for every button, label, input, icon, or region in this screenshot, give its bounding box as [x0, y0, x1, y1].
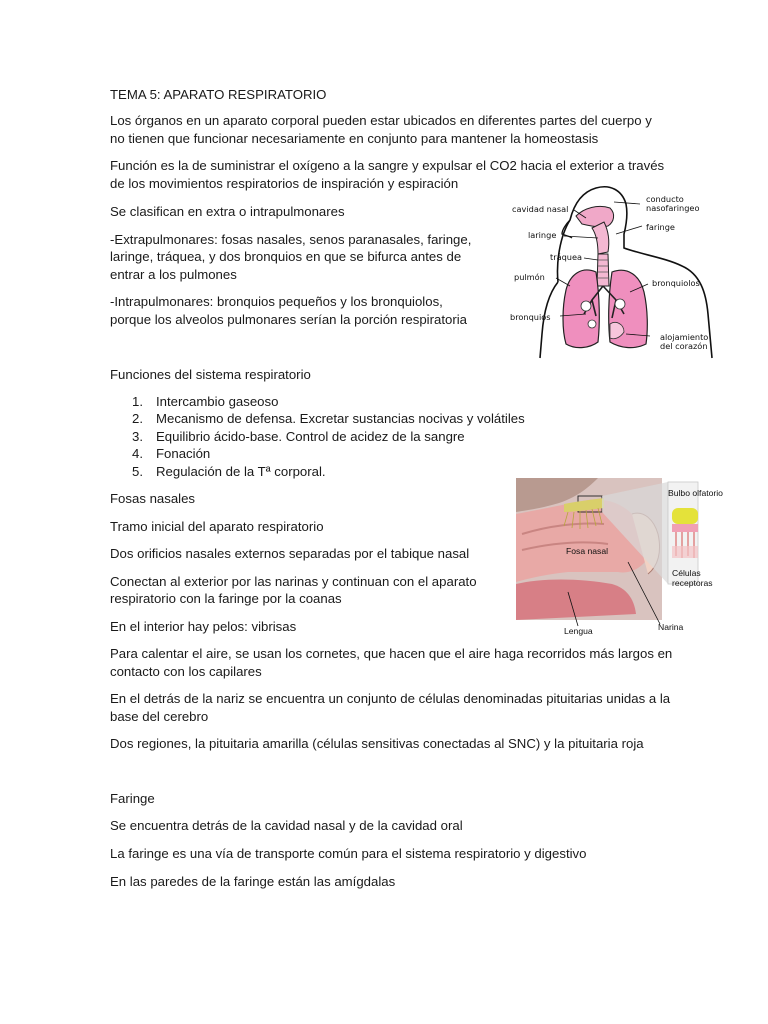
label-fosa-nasal: Fosa nasal [566, 546, 609, 556]
label-pulmon: pulmón [514, 272, 545, 282]
extra-line-1: -Extrapulmonares: fosas nasales, senos paranasales, faringe, [110, 232, 472, 247]
fosas-p6-line-1: En el detrás de la nariz se encuentra un conjunto de células denominadas pituitarias unidas a la [110, 691, 671, 706]
fosas-p6-line-2: base del cerebro [110, 709, 209, 724]
intro-line-1: Los órganos en un aparato corporal pueden estar ubicados en diferentes partes del cuerpo y [110, 113, 652, 128]
fosas-heading: Fosas nasales [110, 491, 196, 506]
label-bronquios: bronquios [510, 312, 551, 322]
label-faringe: faringe [646, 222, 675, 232]
fosas-p1: Tramo inicial del aparato respiratorio [110, 519, 324, 534]
label-alojamiento: alojamiento [660, 332, 709, 342]
fosas-p3-line-2: respiratorio con la faringe por la coanas [110, 591, 342, 606]
label-celulas: Células [672, 568, 701, 578]
faringe-p1: Se encuentra detrás de la cavidad nasal y de la cavidad oral [110, 818, 463, 833]
page-title: TEMA 5: APARATO RESPIRATORIO [110, 87, 327, 102]
label-narina: Narina [658, 622, 684, 632]
funcion-line-1: Función es la de suministrar el oxígeno a la sangre y expulsar el CO2 hacia el exterior a través [110, 158, 665, 173]
label-bronquiolos: bronquiolos [652, 278, 700, 288]
nasal-cavity-figure [508, 474, 723, 638]
label-conducto: conducto [646, 194, 684, 204]
list-item: 5. Regulación de la Tª corporal. [132, 463, 326, 479]
fosas-p5-line-1: Para calentar el aire, se usan los cornetes, que hacen que el aire haga recorridos más largos en [110, 646, 673, 661]
label-laringe: laringe [528, 230, 557, 240]
fosas-p5-line-2: contacto con los capilares [110, 664, 262, 679]
list-item: 1. Intercambio gaseoso [132, 394, 279, 409]
label-nasofaringeo: nasofaringeo [646, 203, 700, 213]
extra-line-3: entrar a los pulmones [110, 267, 237, 282]
intra-line-1: -Intrapulmonares: bronquios pequeños y los bronquiolos, [110, 294, 443, 309]
label-lengua: Lengua [564, 626, 593, 636]
faringe-p3: En las paredes de la faringe están las amígdalas [110, 874, 396, 889]
fosas-p3-line-1: Conectan al exterior por las narinas y continuan con el aparato [110, 574, 477, 589]
list-item: 4. Fonación [132, 446, 211, 462]
funciones-list [132, 393, 525, 480]
intra-line-2: porque los alveolos pulmonares serían la porción respiratoria [110, 312, 467, 327]
fosas-p2: Dos orificios nasales externos separadas por el tabique nasal [110, 546, 470, 561]
label-cavidad-nasal: cavidad nasal [512, 204, 569, 214]
funcion-line-2: de los movimientos respiratorios de inspiración y espiración [110, 176, 459, 191]
faringe-p2: La faringe es una vía de transporte común para el sistema respiratorio y digestivo [110, 846, 587, 861]
list-item: 2. Mecanismo de defensa. Excretar sustancias nocivas y volátiles [132, 411, 525, 427]
extra-line-2: laringe, tráquea, y dos bronquios en que se bifurca antes de [110, 249, 462, 264]
fosas-p7: Dos regiones, la pituitaria amarilla (células sensitivas conectadas al SNC) y la pituitaria roja [110, 736, 644, 751]
fosas-p4: En el interior hay pelos: vibrisas [110, 619, 297, 634]
label-traquea: tráquea [550, 252, 583, 262]
label-receptoras: receptoras [672, 578, 713, 588]
intro-line-2: no tienen que funcionar necesariamente en conjunto para mantener la homeostasis [110, 131, 599, 146]
list-item: 3. Equilibrio ácido-base. Control de acidez de la sangre [132, 428, 465, 444]
faringe-heading: Faringe [110, 791, 155, 806]
label-del-corazon: del corazón [660, 341, 708, 351]
clasifican-text: Se clasifican en extra o intrapulmonares [110, 204, 345, 219]
funciones-heading: Funciones del sistema respiratorio [110, 367, 311, 382]
respiratory-system-figure [500, 174, 720, 360]
label-bulbo-olfatorio: Bulbo olfatorio [668, 488, 723, 498]
